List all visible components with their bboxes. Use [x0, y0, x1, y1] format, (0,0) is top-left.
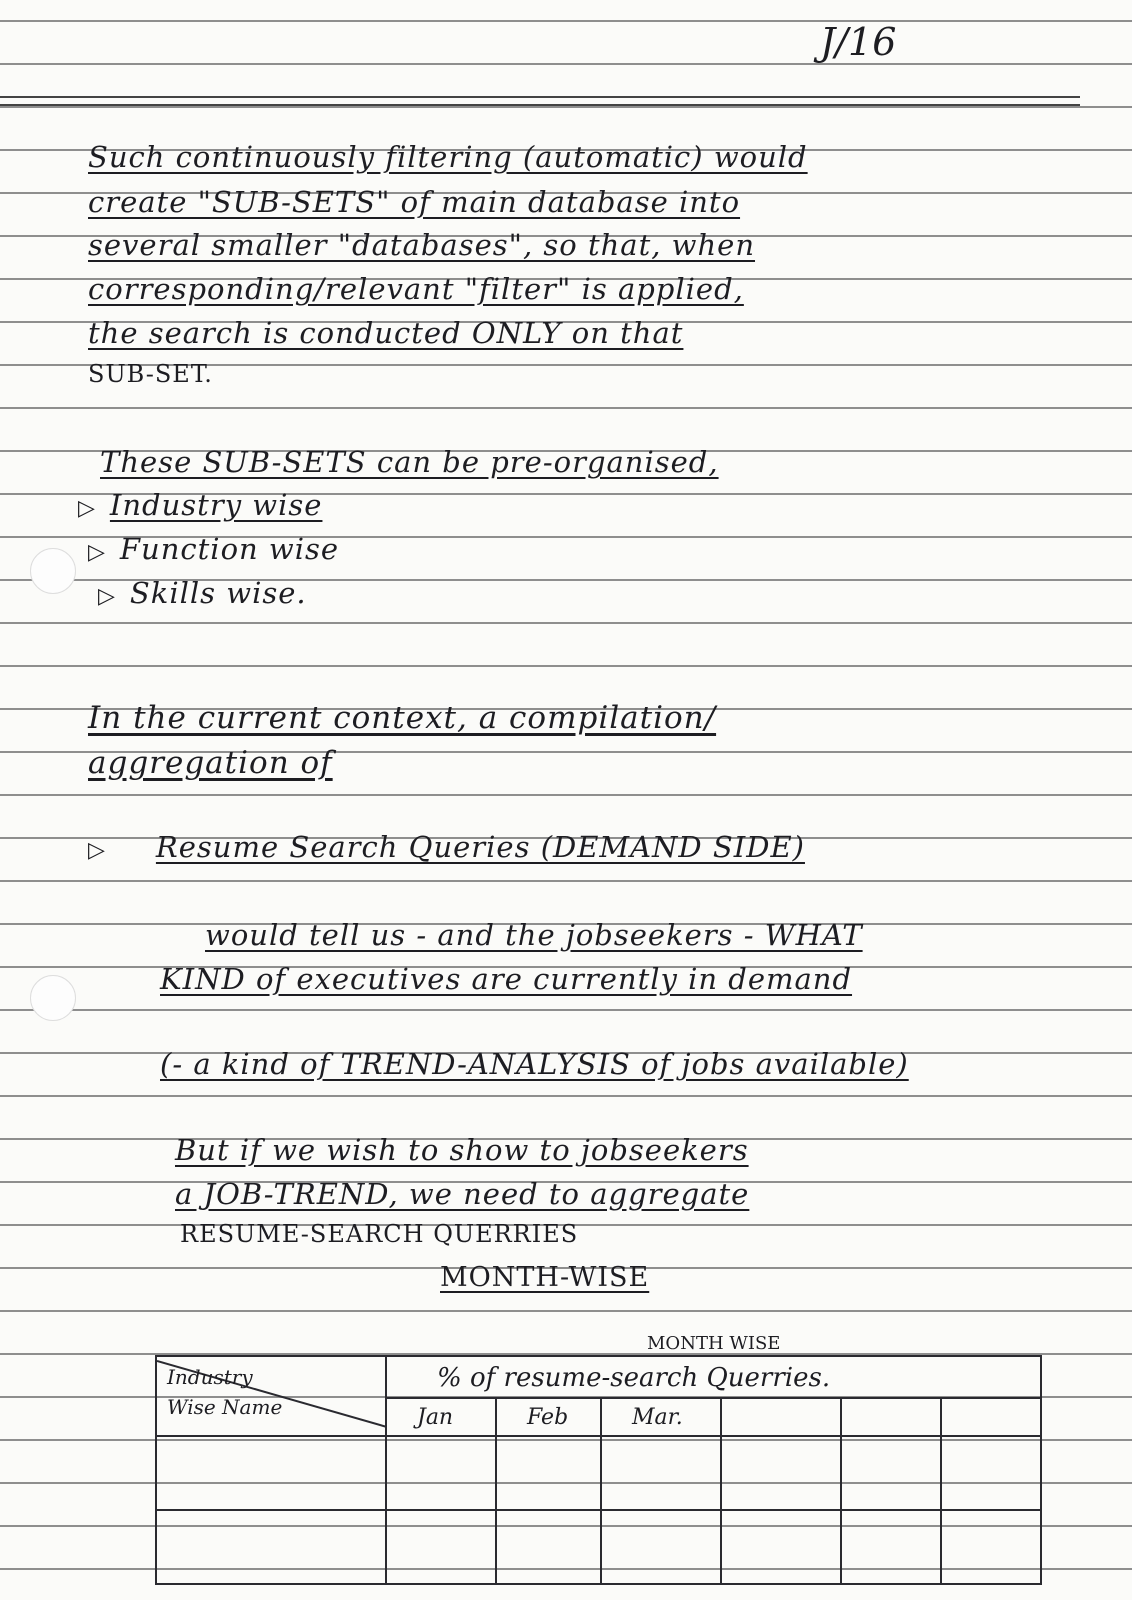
paragraph5-line: But if we wish to show to jobseekers: [175, 1133, 749, 1167]
list-item: [78, 488, 322, 522]
paragraph5-line: a JOB-TREND, we need to aggregate: [175, 1177, 750, 1211]
list-item: [98, 576, 307, 610]
triangle-bullet-icon: ▷: [88, 838, 106, 863]
paragraph5-line: RESUME-SEARCH QUERRIES: [180, 1220, 579, 1248]
paragraph1-line: create "SUB-SETS" of main database into: [88, 185, 741, 219]
table-cell: [841, 1436, 941, 1510]
binder-hole: [30, 548, 76, 594]
table-cell: [386, 1510, 496, 1584]
demand-item-label: Resume Search Queries (DEMAND SIDE): [155, 830, 805, 864]
table-cell: [156, 1436, 386, 1510]
top-rule-double: [0, 104, 1080, 106]
month-header: Jan: [386, 1398, 496, 1436]
table-cell: [601, 1510, 721, 1584]
paragraph1-line: the search is conducted ONLY on that: [88, 316, 684, 350]
header-overline: MONTH WISE: [647, 1333, 781, 1354]
paragraph1-line: several smaller "databases", so that, when: [88, 228, 756, 262]
month-header: [841, 1398, 941, 1436]
month-wise-heading: MONTH-WISE: [440, 1262, 650, 1293]
month-header: Mar.: [601, 1398, 721, 1436]
list-item-label: Function wise: [119, 532, 340, 566]
paragraph3-line: aggregation of: [88, 745, 333, 781]
table-row: [156, 1510, 1041, 1584]
table-header: [386, 1333, 1041, 1398]
triangle-bullet-icon: ▷: [98, 584, 116, 609]
table-cell: [601, 1436, 721, 1510]
table-cell: [841, 1510, 941, 1584]
paragraph4-line: would tell us - and the jobseekers - WHAT: [205, 918, 863, 952]
table-corner-cell: [156, 1356, 386, 1436]
table-cell: [386, 1436, 496, 1510]
triangle-bullet-icon: ▷: [78, 496, 96, 521]
table-row: [156, 1436, 1041, 1510]
trend-note: (- a kind of TREND-ANALYSIS of jobs available): [160, 1047, 909, 1081]
paragraph1-line: Such continuously filtering (automatic) would: [88, 140, 808, 174]
list-item-label: Skills wise.: [129, 576, 307, 610]
page-reference: J/16: [820, 20, 897, 64]
demand-item: [88, 830, 805, 864]
list-item-label: Industry wise: [109, 488, 323, 522]
list-item: [88, 532, 339, 566]
triangle-bullet-icon: ▷: [88, 540, 106, 565]
subsets-intro: These SUB-SETS can be pre-organised,: [100, 445, 719, 479]
month-wise-table: [155, 1333, 1042, 1585]
month-header: [941, 1398, 1041, 1436]
corner-label-top: Industry: [167, 1365, 253, 1389]
binder-hole: [30, 975, 76, 1021]
table-cell: [496, 1510, 601, 1584]
table-cell: [941, 1436, 1041, 1510]
paragraph1-line: SUB-SET.: [88, 360, 213, 388]
paragraph1-line: corresponding/relevant "filter" is applied,: [88, 272, 744, 306]
table-cell: [721, 1510, 841, 1584]
paragraph4-line: KIND of executives are currently in demand: [160, 962, 853, 996]
table-cell: [156, 1510, 386, 1584]
month-header: [721, 1398, 841, 1436]
corner-label-bottom: Wise Name: [167, 1395, 283, 1419]
paragraph3-line: In the current context, a compilation/: [88, 700, 717, 736]
top-rule: [0, 96, 1080, 98]
month-header: Feb: [496, 1398, 601, 1436]
header-main: % of resume-search Querries.: [437, 1363, 831, 1393]
table-cell: [496, 1436, 601, 1510]
table-cell: [721, 1436, 841, 1510]
table-cell: [941, 1510, 1041, 1584]
